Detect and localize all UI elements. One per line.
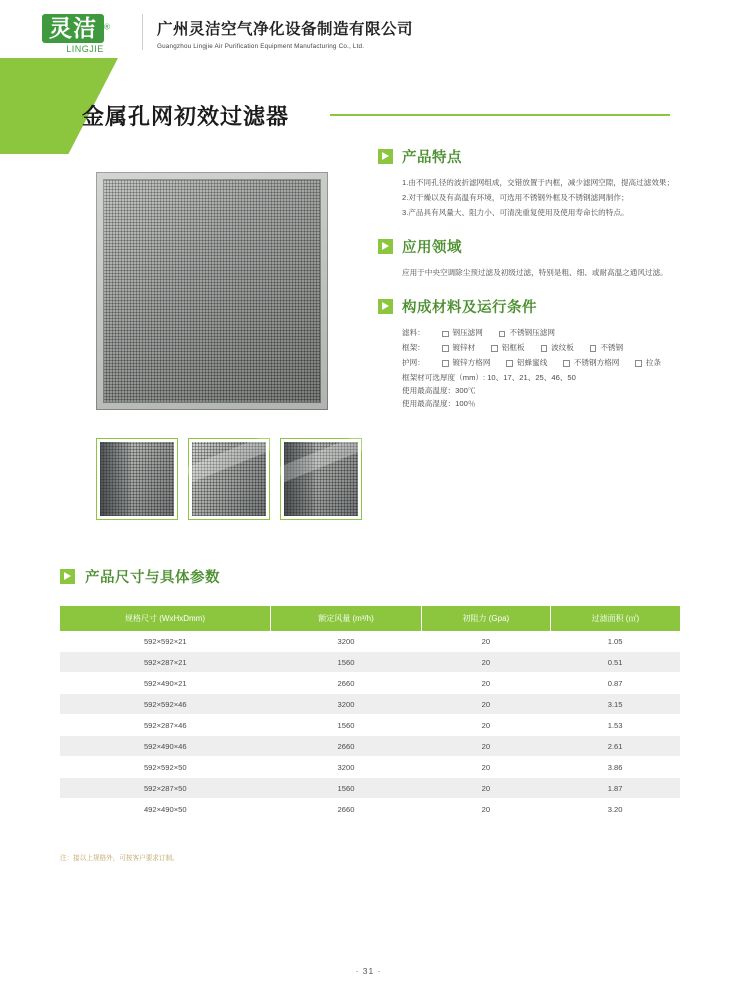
title-underline [330, 114, 670, 116]
table-footnote: 注：接以上规格外，可按客户要求订制。 [60, 855, 179, 862]
checkbox-icon[interactable] [491, 345, 498, 352]
cell-size: 592×287×50 [60, 778, 271, 799]
cell-resistance: 20 [421, 673, 550, 694]
checkbox-option[interactable] [506, 356, 547, 371]
company-name-cn: 广州灵洁空气净化设备制造有限公司 [157, 21, 414, 38]
table-row [60, 715, 680, 736]
page-title: 金属孔网初效过滤器 [82, 104, 290, 129]
product-thumbnail-3 [280, 438, 362, 520]
cell-airflow: 1560 [271, 652, 422, 673]
cell-airflow: 1560 [271, 715, 422, 736]
table-column-header-filter-area: 过滤面积 (㎡) [550, 606, 680, 631]
material-row-filter-media [402, 326, 702, 341]
section-title: 产品特点 [402, 150, 462, 166]
section-header [378, 296, 702, 317]
section-application-fields [378, 236, 702, 279]
table-row [60, 652, 680, 673]
checkbox-option[interactable] [499, 326, 555, 341]
arrow-bullet-icon [378, 149, 393, 164]
cell-size: 592×490×46 [60, 736, 271, 757]
thumbnail-image-1 [100, 442, 174, 516]
cell-airflow: 2660 [271, 673, 422, 694]
logo-text: 灵洁 [42, 14, 104, 43]
material-label: 护网： [402, 358, 425, 368]
checkbox-icon[interactable] [635, 360, 642, 367]
checkbox-label: 不锈钢方格网 [573, 358, 620, 368]
checkbox-icon[interactable] [506, 360, 513, 367]
arrow-bullet-icon [378, 239, 393, 254]
cell-filter-area: 1.53 [550, 715, 680, 736]
product-main-photo [96, 172, 328, 410]
checkbox-label: 波纹板 [551, 343, 574, 353]
checkbox-option[interactable] [491, 341, 524, 356]
checkbox-option[interactable] [541, 341, 574, 356]
spec-line-max-temperature: 使用最高温度：300℃ [402, 386, 476, 396]
product-mesh-texture [96, 172, 328, 410]
cell-airflow: 2660 [271, 736, 422, 757]
cell-airflow: 1560 [271, 778, 422, 799]
company-name-block [142, 14, 413, 50]
checkbox-label: 拉条 [645, 358, 662, 368]
cell-size: 592×592×46 [60, 694, 271, 715]
checkbox-label: 钢压滤网 [452, 328, 483, 338]
thumbnail-image-3 [284, 442, 358, 516]
cell-size: 592×287×21 [60, 652, 271, 673]
logo-subtext: LINGJIE [66, 44, 104, 55]
cell-size: 592×592×50 [60, 757, 271, 778]
cell-filter-area: 3.86 [550, 757, 680, 778]
checkbox-icon[interactable] [590, 345, 597, 352]
cell-size: 492×490×50 [60, 799, 271, 820]
table-header-row [60, 606, 680, 631]
cell-size: 592×287×46 [60, 715, 271, 736]
section-title: 构成材料及运行条件 [402, 300, 537, 317]
cell-resistance: 20 [421, 778, 550, 799]
checkbox-label: 不锈钢 [600, 343, 624, 353]
checkbox-option[interactable] [442, 326, 483, 341]
checkbox-label: 镀锌材 [452, 343, 476, 353]
title-arrow-icon [56, 92, 78, 126]
checkbox-label: 铝蜂蜜线 [516, 358, 548, 368]
registered-trademark-icon: ® [104, 22, 110, 32]
product-thumbnail-row [96, 438, 364, 520]
table-column-header-airflow: 额定风量 (m³/h) [271, 606, 422, 631]
product-info-column [378, 146, 702, 428]
material-label: 框架： [402, 343, 425, 353]
cell-size: 592×490×21 [60, 673, 271, 694]
cell-filter-area: 3.20 [550, 799, 680, 820]
table-row [60, 799, 680, 820]
section-header [378, 236, 702, 257]
section-body [378, 176, 702, 219]
section-product-features [378, 146, 702, 219]
checkbox-option[interactable] [590, 341, 623, 356]
checkbox-option[interactable] [635, 356, 661, 371]
cell-airflow: 3200 [271, 631, 422, 652]
cell-resistance: 20 [421, 799, 550, 820]
table-row [60, 757, 680, 778]
table-row [60, 631, 680, 652]
section-body [378, 266, 702, 279]
cell-resistance: 20 [421, 694, 550, 715]
company-logo [42, 14, 128, 58]
section-header [378, 146, 702, 167]
cell-filter-area: 1.87 [550, 778, 680, 799]
specifications-table [60, 606, 680, 820]
table-row [60, 673, 680, 694]
table-body [60, 631, 680, 820]
table-row [60, 736, 680, 757]
product-thumbnail-2 [188, 438, 270, 520]
checkbox-icon[interactable] [563, 360, 570, 367]
cell-resistance: 20 [421, 715, 550, 736]
cell-airflow: 3200 [271, 694, 422, 715]
page-number: · 31 · [355, 966, 382, 976]
material-row-frame [402, 341, 702, 356]
thumbnail-image-2 [192, 442, 266, 516]
list-item: 2.对干燥以及有高温有环境，可选用不锈钢外框及不锈钢滤网制作； [402, 193, 629, 203]
cell-airflow: 3200 [271, 757, 422, 778]
checkbox-icon[interactable] [442, 345, 449, 352]
list-item: 1.由不同孔径的波折滤网组成，交错放置于内框，减少滤网空隙，提高过滤效果； [402, 178, 675, 187]
list-item: 3.产品具有风量大、阻力小、可清洗重复使用及使用寿命长的特点。 [402, 208, 629, 218]
cell-size: 592×592×21 [60, 631, 271, 652]
table-row [60, 778, 680, 799]
logo-mark [42, 14, 128, 58]
cell-filter-area: 0.87 [550, 673, 680, 694]
section-title: 应用领域 [402, 240, 462, 257]
checkbox-icon[interactable] [541, 345, 548, 352]
cell-resistance: 20 [421, 652, 550, 673]
cell-resistance: 20 [421, 757, 550, 778]
checkbox-icon[interactable] [499, 331, 506, 338]
cell-filter-area: 2.61 [550, 736, 680, 757]
spec-line-max-humidity: 使用最高湿度：100％ [402, 399, 476, 409]
spec-line-thickness: 框架材可选厚度（mm）: 10、17、21、25、46、50 [402, 372, 576, 382]
company-name-en: Guangzhou Lingjie Air Purification Equipment Manufacturing Co., Ltd. [157, 43, 365, 50]
checkbox-icon[interactable] [442, 360, 449, 367]
cell-filter-area: 1.05 [550, 631, 680, 652]
arrow-bullet-icon [378, 299, 393, 314]
section-body [378, 326, 702, 410]
checkbox-label: 铝框板 [501, 343, 525, 353]
cell-resistance: 20 [421, 631, 550, 652]
table-row [60, 694, 680, 715]
checkbox-icon[interactable] [442, 331, 449, 338]
checkbox-option[interactable] [442, 341, 475, 356]
arrow-bullet-icon [60, 569, 75, 584]
product-thumbnail-1 [96, 438, 178, 520]
checkbox-option[interactable] [442, 356, 490, 371]
checkbox-label: 镀锌方格网 [452, 358, 491, 368]
table-column-header-resistance: 初阻力 (Gpa) [421, 606, 550, 631]
parameters-section-title: 产品尺寸与具体参数 [85, 570, 220, 586]
section-materials-and-conditions [378, 296, 702, 410]
checkbox-option[interactable] [563, 356, 619, 371]
parameters-section-header [60, 566, 220, 587]
cell-filter-area: 0.51 [550, 652, 680, 673]
table-column-header-size: 规格尺寸 (WxHxDmm) [60, 606, 271, 631]
material-row-guard-mesh [402, 356, 702, 371]
cell-airflow: 2660 [271, 799, 422, 820]
cell-resistance: 20 [421, 736, 550, 757]
checkbox-label: 不锈钢压滤网 [509, 328, 555, 338]
cell-filter-area: 3.15 [550, 694, 680, 715]
material-label: 滤料： [402, 328, 425, 338]
paragraph: 应用于中央空调除尘预过滤及初级过滤，特别是粗、细、或耐高温之通风过滤。 [402, 268, 668, 278]
